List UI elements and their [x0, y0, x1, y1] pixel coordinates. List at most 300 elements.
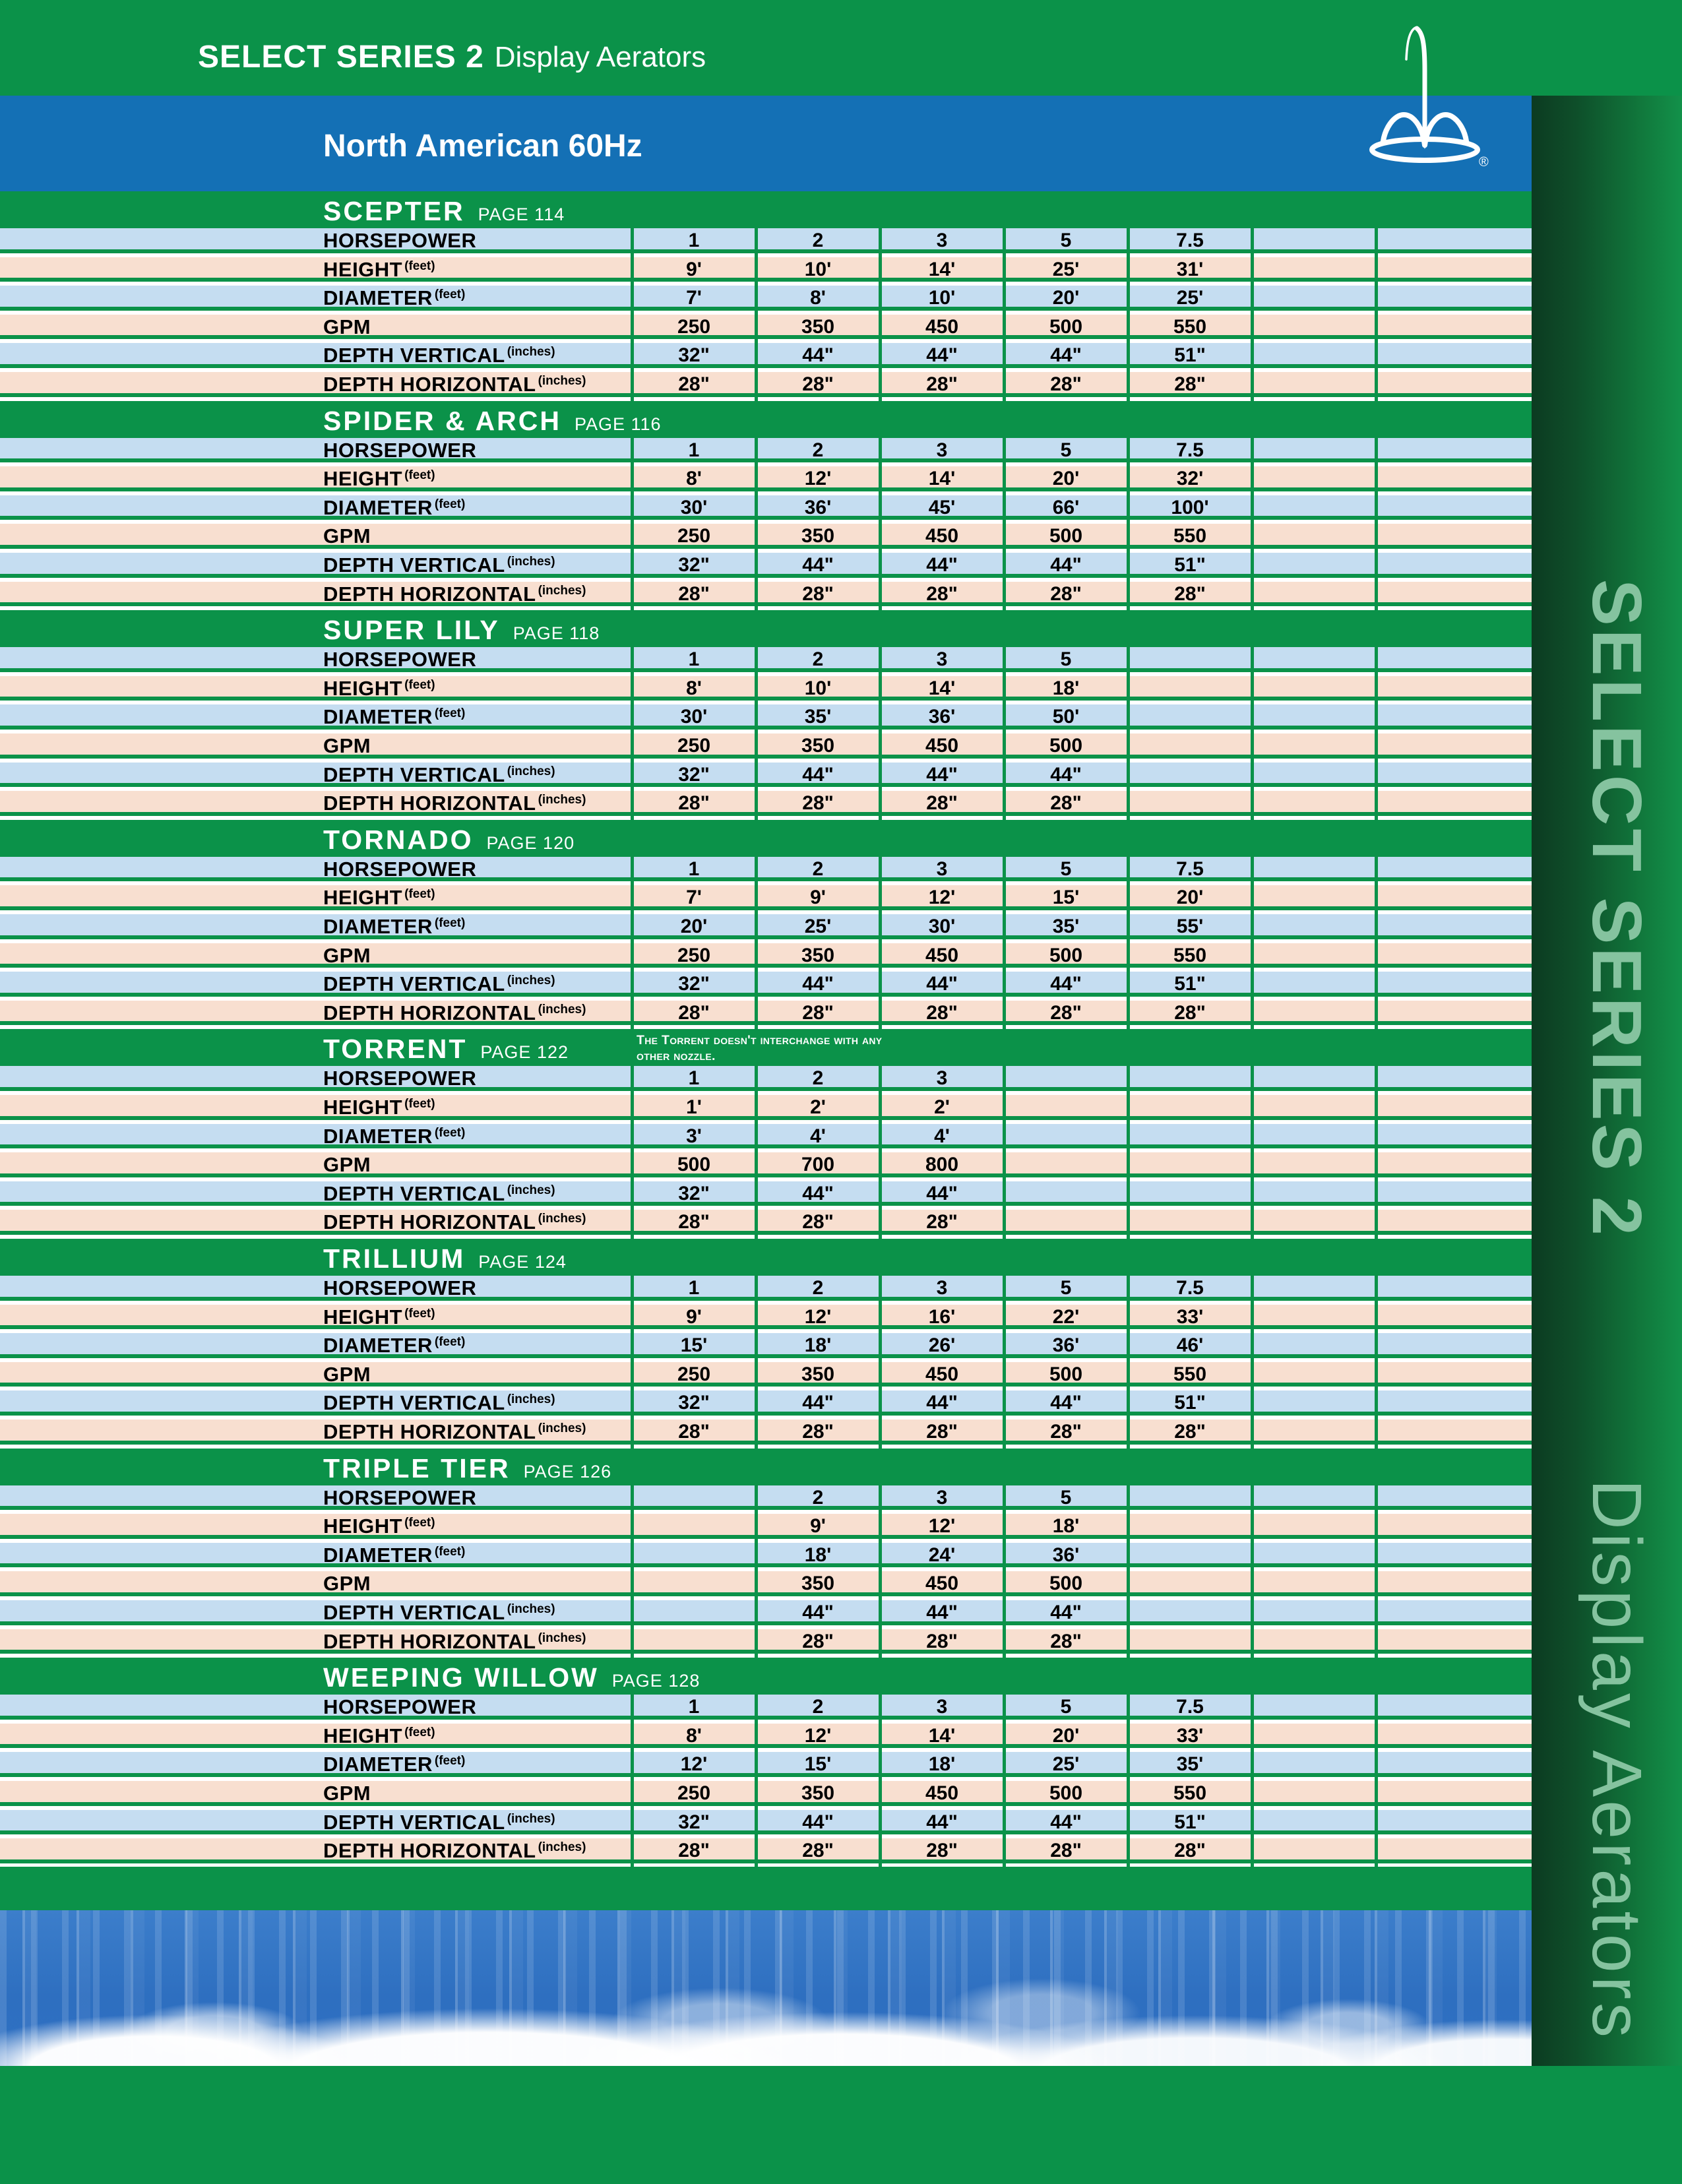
spec-cell: 28" — [802, 1840, 834, 1862]
spec-cell — [1376, 1066, 1532, 1091]
spec-cell — [1004, 1152, 1128, 1177]
row-unit: (feet) — [434, 1544, 466, 1559]
column-divider — [631, 438, 634, 611]
spec-cell: 8' — [686, 1724, 702, 1747]
spec-cell: 500 — [1049, 734, 1083, 757]
section-page-ref: PAGE 116 — [574, 414, 662, 434]
spec-cell — [1252, 1810, 1376, 1835]
spec-cell — [1376, 1333, 1532, 1358]
spec-cell: 4' — [810, 1125, 826, 1147]
spec-row — [0, 1752, 1532, 1777]
spec-cell: 3 — [936, 1277, 948, 1299]
row-label — [323, 857, 476, 882]
row-unit: (inches) — [538, 374, 586, 388]
spec-cell: 44" — [802, 344, 834, 367]
column-divider — [631, 647, 634, 820]
spec-cell: 44" — [926, 553, 958, 576]
spec-cell — [1252, 286, 1376, 311]
row-label-text: HORSEPOWER — [323, 1067, 477, 1090]
spec-cell: 3 — [936, 1486, 948, 1509]
column-divider — [1003, 438, 1006, 611]
spec-row — [0, 1810, 1532, 1835]
column-divider — [631, 857, 634, 1030]
spec-row — [0, 1420, 1532, 1445]
spec-cell: 18' — [804, 1544, 832, 1566]
row-label — [323, 1362, 371, 1387]
row-label-text: DEPTH HORIZONTAL — [323, 792, 536, 815]
section-titleline — [323, 610, 600, 647]
column-divider — [1251, 857, 1254, 1030]
column-divider — [1375, 1066, 1378, 1239]
row-unit: (inches) — [507, 554, 555, 569]
spec-row — [0, 1724, 1532, 1749]
spec-cell — [1252, 885, 1376, 910]
spec-cell: 10' — [804, 258, 832, 280]
spec-cell: 28" — [926, 792, 958, 815]
section-page-ref: PAGE 114 — [478, 204, 565, 224]
spec-cell: 12' — [680, 1753, 708, 1776]
spec-cell — [1252, 647, 1376, 672]
row-label-text: GPM — [323, 1781, 371, 1805]
row-label — [323, 1152, 371, 1177]
spec-cell: 28" — [1174, 1421, 1206, 1443]
spec-cell: 28" — [1050, 1840, 1082, 1862]
spec-row — [0, 972, 1532, 997]
spec-cell: 2 — [812, 439, 824, 461]
row-label-text: DEPTH VERTICAL — [323, 1391, 505, 1415]
spec-cell: 500 — [1049, 944, 1083, 966]
spec-cell: 3 — [936, 1696, 948, 1718]
spec-cell: 28" — [678, 1001, 710, 1024]
spec-cell — [1376, 1181, 1532, 1206]
spec-cell — [1128, 1066, 1252, 1091]
row-unit: (inches) — [538, 1002, 586, 1016]
row-label — [323, 1629, 586, 1654]
page-title-subtitle: Display Aerators — [494, 40, 706, 73]
spec-cell — [1252, 1066, 1376, 1091]
spec-cell — [1376, 553, 1532, 578]
section-page-ref: PAGE 122 — [480, 1042, 569, 1063]
section-note: The Torrent doesn't interchange with any other nozzle. — [637, 1033, 883, 1063]
row-unit: (inches) — [538, 1421, 586, 1435]
spec-cell — [1128, 1514, 1252, 1539]
section-header — [0, 1658, 1532, 1695]
spec-cell: 450 — [925, 525, 959, 547]
spec-cell: 350 — [801, 944, 835, 966]
spec-cell: 14' — [928, 677, 956, 699]
spec-cell: 44" — [1050, 1811, 1082, 1833]
spec-cell — [1252, 1390, 1376, 1416]
row-label-text: HEIGHT — [323, 1514, 403, 1538]
row-label-text: GPM — [323, 1153, 371, 1177]
row-unit: (inches) — [507, 1392, 555, 1407]
spec-cell: 44" — [802, 553, 834, 576]
spec-cell — [1128, 1485, 1252, 1511]
row-label-text: HEIGHT — [323, 257, 403, 281]
spec-cell: 550 — [1173, 944, 1207, 966]
side-tab-title — [1579, 579, 1654, 2162]
spec-cell — [1252, 763, 1376, 788]
spec-cell — [1376, 885, 1532, 910]
row-label-text: DEPTH VERTICAL — [323, 553, 505, 577]
row-unit: (inches) — [538, 1840, 586, 1855]
spec-cell: 15' — [804, 1753, 832, 1776]
spec-cell: 2 — [812, 1486, 824, 1509]
spec-cell — [1252, 438, 1376, 463]
row-label-text: GPM — [323, 943, 371, 967]
spec-cell — [1252, 1752, 1376, 1777]
spec-cell: 22' — [1052, 1305, 1080, 1328]
spec-cell: 2 — [812, 1696, 824, 1718]
spec-cell — [1376, 524, 1532, 549]
spec-cell: 25' — [1176, 287, 1204, 309]
row-label — [323, 763, 555, 788]
spec-cell: 51" — [1174, 1811, 1206, 1833]
spec-cell: 44" — [802, 763, 834, 786]
spec-cell: 500 — [677, 1154, 711, 1176]
spec-cell: 450 — [925, 315, 959, 338]
row-label — [323, 1838, 586, 1863]
spec-cell — [1252, 1485, 1376, 1511]
spec-cell: 12' — [928, 1515, 956, 1538]
spec-cell — [1128, 1210, 1252, 1235]
section-page-ref: PAGE 128 — [611, 1671, 701, 1691]
row-unit: (feet) — [434, 1335, 466, 1350]
column-divider — [631, 1276, 634, 1449]
spec-cell — [1128, 1600, 1252, 1625]
spec-cell: 35' — [1176, 1753, 1204, 1776]
spec-cell: 46' — [1176, 1334, 1204, 1357]
row-label — [323, 1810, 555, 1835]
spec-cell — [1252, 1514, 1376, 1539]
spec-cell: 31' — [1176, 258, 1204, 280]
row-label — [323, 1543, 465, 1568]
row-label — [323, 1600, 555, 1625]
spec-cell: 12' — [804, 468, 832, 490]
spec-cell — [1252, 1695, 1376, 1720]
spec-cell — [1376, 1276, 1532, 1301]
row-label-text: HORSEPOWER — [323, 857, 477, 881]
spec-cell: 44" — [1050, 1392, 1082, 1414]
spec-cell: 8' — [686, 677, 702, 699]
spec-cell: 4' — [934, 1125, 950, 1147]
spec-cell: 44" — [926, 1811, 958, 1833]
row-label — [323, 1514, 435, 1539]
row-label — [323, 1752, 465, 1777]
spec-cell: 32" — [678, 344, 710, 367]
spec-cell — [1128, 1181, 1252, 1206]
spec-cell: 36' — [804, 496, 832, 518]
spec-cell — [1376, 857, 1532, 882]
spec-cell: 28" — [1050, 1421, 1082, 1443]
spec-cell: 350 — [801, 1782, 835, 1804]
spec-cell: 3 — [936, 648, 948, 671]
spec-cell: 250 — [677, 944, 711, 966]
section-tornado — [0, 820, 1532, 1030]
spec-row — [0, 1362, 1532, 1387]
row-label — [323, 1724, 435, 1749]
spec-cell — [1376, 704, 1532, 730]
spec-cell: 44" — [802, 1811, 834, 1833]
column-divider — [1375, 228, 1378, 401]
column-divider — [1251, 1066, 1254, 1239]
column-divider — [879, 438, 882, 611]
spec-cell — [1128, 647, 1252, 672]
spec-cell: 450 — [925, 1782, 959, 1804]
spec-cell: 2' — [810, 1096, 826, 1118]
spec-cell — [1252, 1781, 1376, 1806]
spec-cell — [1252, 1629, 1376, 1654]
spec-cell: 36' — [1052, 1544, 1080, 1566]
section-page-ref: PAGE 118 — [513, 623, 600, 644]
row-label-text: HEIGHT — [323, 467, 403, 491]
spec-row — [0, 1695, 1532, 1720]
row-unit: (inches) — [507, 974, 555, 988]
spec-cell: 1 — [688, 230, 700, 251]
row-unit: (inches) — [538, 1631, 586, 1645]
spec-cell: 28" — [1174, 373, 1206, 395]
row-unit: (feet) — [434, 497, 466, 511]
spec-cell: 44" — [926, 1182, 958, 1204]
section-page-ref: PAGE 124 — [478, 1252, 567, 1272]
spec-cell — [1376, 972, 1532, 997]
spec-cell: 33' — [1176, 1724, 1204, 1747]
row-unit: (inches) — [507, 1602, 555, 1616]
row-label-text: HORSEPOWER — [323, 1695, 477, 1719]
spec-cell — [1252, 1124, 1376, 1149]
spec-cell: 32" — [678, 1392, 710, 1414]
spec-cell: 35' — [1052, 915, 1080, 937]
row-label — [323, 914, 465, 939]
spec-cell: 5 — [1060, 1277, 1072, 1299]
row-label-text: GPM — [323, 1572, 371, 1596]
spec-cell — [1004, 1210, 1128, 1235]
row-label-text: DEPTH VERTICAL — [323, 1810, 505, 1834]
row-unit: (feet) — [434, 916, 466, 930]
row-label-text: DEPTH HORIZONTAL — [323, 582, 536, 606]
row-label — [323, 1095, 435, 1120]
spec-cell: 14' — [928, 1724, 956, 1747]
row-label — [323, 1781, 371, 1806]
spec-cell — [1128, 1152, 1252, 1177]
spec-cell: 7.5 — [1176, 858, 1204, 880]
spec-cell: 30' — [928, 915, 956, 937]
spec-row — [0, 257, 1532, 282]
section-titleline — [323, 401, 662, 438]
spec-cell: 32" — [678, 973, 710, 995]
spec-cell: 5 — [1060, 648, 1072, 671]
column-divider — [1127, 228, 1130, 401]
spec-cell: 50' — [1052, 706, 1080, 728]
spec-cell: 450 — [925, 734, 959, 757]
spec-cell — [1376, 257, 1532, 282]
spec-cell: 28" — [926, 1840, 958, 1862]
column-divider — [1127, 857, 1130, 1030]
spec-cell: 28" — [1050, 1630, 1082, 1652]
section-title: TRILLIUM — [323, 1243, 466, 1274]
spec-row — [0, 1485, 1532, 1511]
spec-cell: 7.5 — [1176, 1277, 1204, 1299]
spec-cell: 28" — [926, 1001, 958, 1024]
spec-row — [0, 1838, 1532, 1863]
spec-cell — [1252, 1001, 1376, 1026]
spec-cell: 44" — [1050, 553, 1082, 576]
section-header — [0, 1029, 1532, 1066]
spec-cell: 28" — [1174, 1001, 1206, 1024]
spec-cell: 44" — [926, 344, 958, 367]
water-photo — [0, 1910, 1532, 2066]
row-label — [323, 647, 476, 672]
spec-cell — [1376, 791, 1532, 816]
row-label-text: DEPTH VERTICAL — [323, 763, 505, 786]
row-label-text: DIAMETER — [323, 1124, 433, 1148]
spec-cell — [1376, 315, 1532, 340]
row-label — [323, 1066, 476, 1091]
spec-cell: 10' — [928, 287, 956, 309]
spec-cell: 3 — [936, 439, 948, 461]
spec-cell — [1376, 466, 1532, 491]
column-divider — [755, 1485, 758, 1658]
spec-cell — [1376, 1210, 1532, 1235]
spec-cell — [1252, 676, 1376, 701]
spec-cell: 350 — [801, 315, 835, 338]
column-divider — [1251, 1695, 1254, 1867]
spec-cell: 9' — [810, 1515, 826, 1538]
spec-cell: 3 — [936, 858, 948, 880]
column-divider — [1375, 1276, 1378, 1449]
spec-row — [0, 1066, 1532, 1091]
column-divider — [1003, 1276, 1006, 1449]
row-label — [323, 943, 371, 968]
spec-cell — [1376, 1514, 1532, 1539]
column-divider — [755, 1066, 758, 1239]
row-unit: (feet) — [404, 1516, 435, 1530]
row-unit: (feet) — [404, 259, 435, 273]
row-label — [323, 1695, 476, 1720]
section-title: WEEPING WILLOW — [323, 1662, 599, 1693]
column-divider — [1003, 647, 1006, 820]
column-divider — [631, 1695, 634, 1867]
spec-cell: 28" — [802, 1001, 834, 1024]
spec-cell: 44" — [1050, 344, 1082, 367]
logo-registered-mark: ® — [1479, 155, 1489, 170]
spec-row — [0, 1600, 1532, 1625]
spec-cell — [1252, 972, 1376, 997]
spec-cell: 28" — [926, 582, 958, 605]
column-divider — [879, 228, 882, 401]
spec-row — [0, 885, 1532, 910]
spec-cell — [1376, 1571, 1532, 1596]
spec-cell — [1004, 1124, 1128, 1149]
spec-cell: 7' — [686, 887, 702, 909]
section-title: SPIDER & ARCH — [323, 405, 561, 436]
spec-cell — [1252, 1362, 1376, 1387]
spec-row — [0, 943, 1532, 968]
row-label — [323, 733, 371, 759]
spec-cell: 1 — [688, 648, 700, 671]
spec-cell — [1004, 1066, 1128, 1091]
spec-cell — [1128, 1629, 1252, 1654]
spec-cell — [1376, 1152, 1532, 1177]
section-page-ref: PAGE 126 — [523, 1461, 612, 1482]
row-label — [323, 286, 465, 311]
spec-row — [0, 372, 1532, 397]
spec-cell — [1376, 1695, 1532, 1720]
spec-cell — [632, 1485, 756, 1511]
spec-row — [0, 553, 1532, 578]
section-rows — [0, 647, 1532, 820]
spec-cell — [1252, 1724, 1376, 1749]
spec-row — [0, 286, 1532, 311]
spec-cell: 800 — [925, 1154, 959, 1176]
row-unit: (feet) — [434, 706, 466, 721]
spec-row — [0, 1781, 1532, 1806]
spec-cell: 500 — [1049, 1573, 1083, 1595]
spec-cell: 44" — [802, 1601, 834, 1623]
spec-cell: 18' — [1052, 677, 1080, 699]
spec-cell: 550 — [1173, 1782, 1207, 1804]
spec-cell: 7.5 — [1176, 439, 1204, 461]
spec-cell — [1376, 1600, 1532, 1625]
side-tab-subtitle: Display Aerators — [1578, 1479, 1656, 2042]
spec-cell — [1376, 1781, 1532, 1806]
column-divider — [631, 228, 634, 401]
row-unit: (inches) — [507, 764, 555, 778]
row-unit: (inches) — [507, 345, 555, 359]
region-bar — [0, 96, 1532, 191]
row-label — [323, 1333, 465, 1358]
spec-cell: 1 — [688, 1277, 700, 1299]
section-trillium — [0, 1239, 1532, 1449]
spec-cell — [1128, 791, 1252, 816]
section-rows — [0, 1695, 1532, 1867]
spec-row — [0, 1124, 1532, 1149]
column-divider — [1375, 438, 1378, 611]
spec-cell — [1376, 286, 1532, 311]
spec-cell: 5 — [1060, 230, 1072, 251]
spec-cell: 28" — [678, 1840, 710, 1862]
spec-cell: 28" — [926, 1630, 958, 1652]
section-rows — [0, 228, 1532, 401]
spec-cell — [1252, 1420, 1376, 1445]
row-label — [323, 1485, 476, 1511]
spec-cell: 100' — [1171, 496, 1209, 518]
row-unit: (feet) — [434, 288, 466, 302]
spec-cell: 28" — [802, 1630, 834, 1652]
spec-cell: 30' — [680, 496, 708, 518]
spec-cell: 30' — [680, 706, 708, 728]
spec-cell: 10' — [804, 677, 832, 699]
spec-cell — [1376, 1752, 1532, 1777]
row-label — [323, 1001, 586, 1026]
spec-cell: 12' — [804, 1724, 832, 1747]
row-label-text: DIAMETER — [323, 705, 433, 729]
green-strip — [0, 1867, 1532, 1910]
spec-cell: 32" — [678, 763, 710, 786]
spec-cell — [1376, 1724, 1532, 1749]
row-label-text: DEPTH VERTICAL — [323, 344, 505, 367]
spec-cell — [1376, 1390, 1532, 1416]
spec-cell: 28" — [802, 582, 834, 605]
spec-cell: 250 — [677, 1782, 711, 1804]
spec-cell: 18' — [928, 1753, 956, 1776]
row-label — [323, 466, 435, 491]
spec-cell: 51" — [1174, 1392, 1206, 1414]
section-title: SCEPTER — [323, 196, 465, 226]
row-unit: (inches) — [507, 1183, 555, 1197]
row-label — [323, 972, 555, 997]
spec-cell: 5 — [1060, 1696, 1072, 1718]
